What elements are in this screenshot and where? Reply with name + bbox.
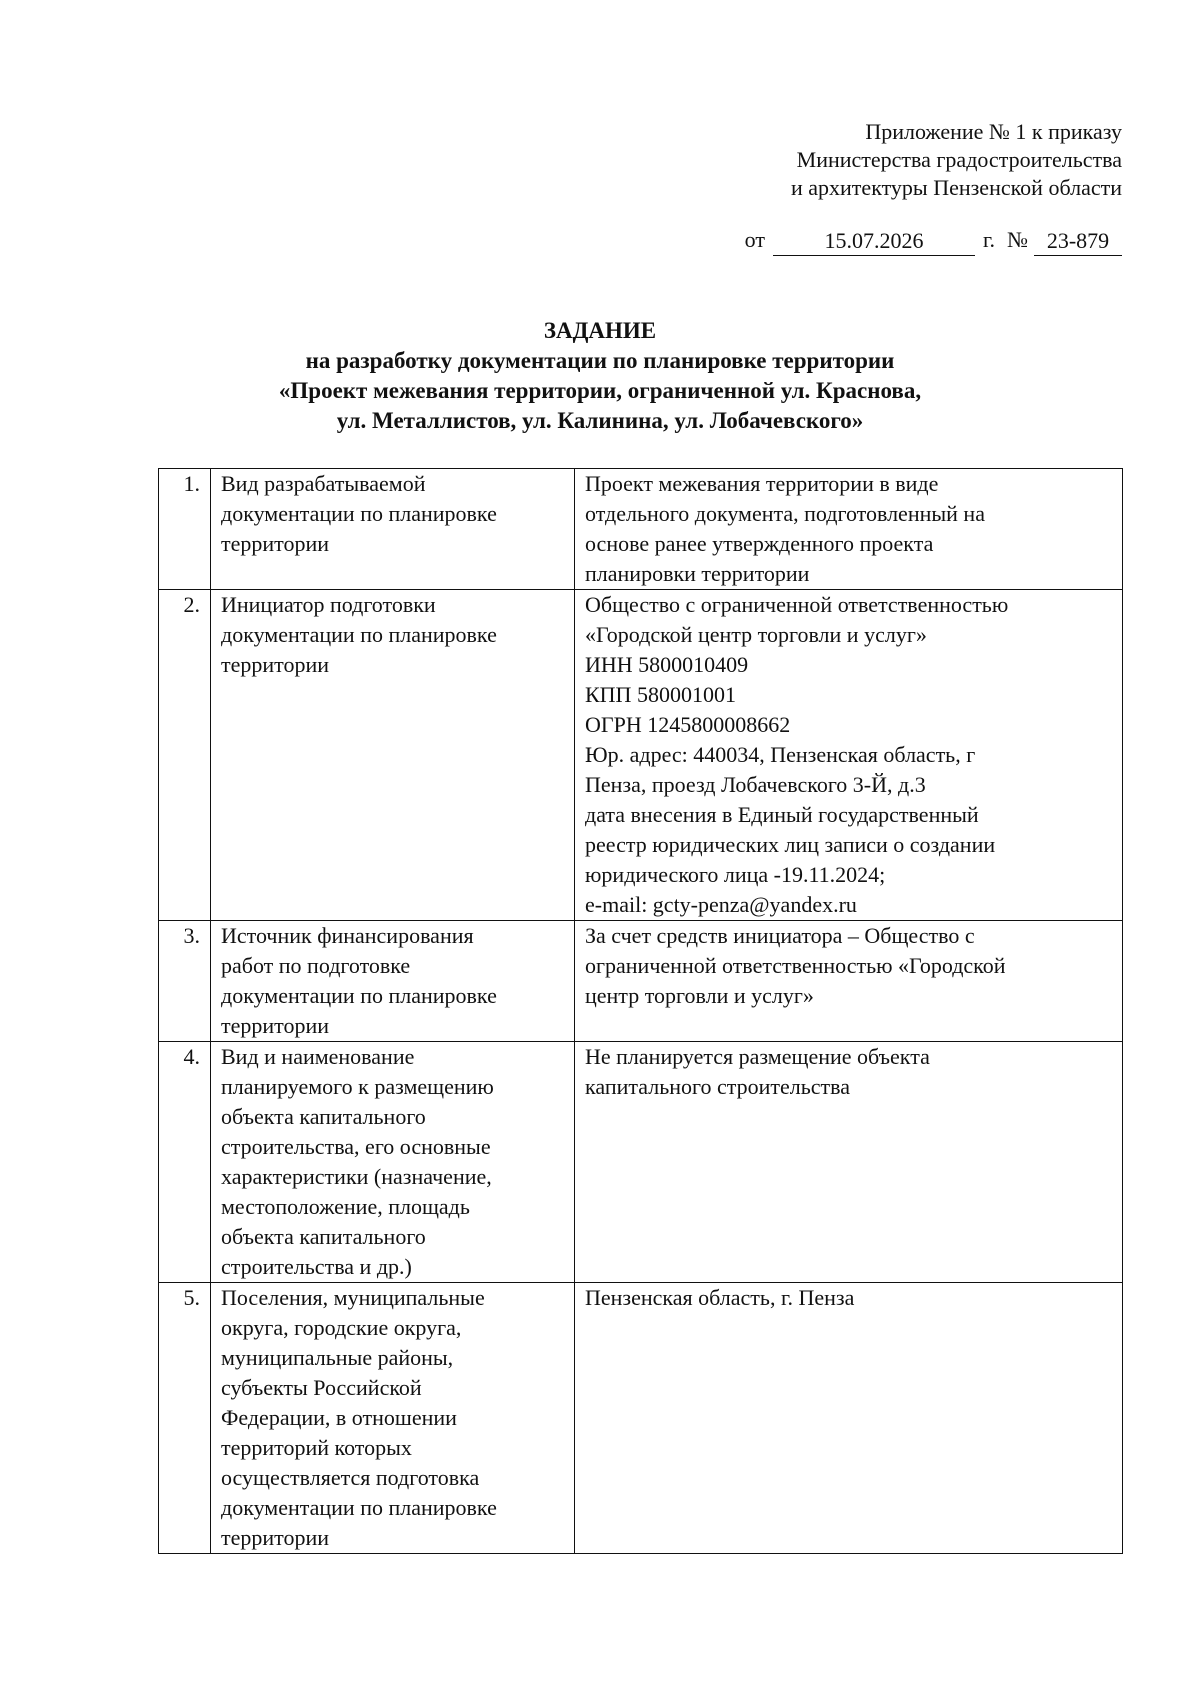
row-label (211, 590, 575, 921)
label-line: местоположение, площадь (221, 1194, 470, 1219)
value-line: основе ранее утвержденного проекта (585, 531, 934, 556)
label-line: объекта капитального (221, 1104, 426, 1129)
row-value (575, 1283, 1123, 1554)
label-line: объекта капитального (221, 1224, 426, 1249)
label-line: характеристики (назначение, (221, 1164, 492, 1189)
appendix-header (791, 118, 1122, 202)
label-line: планируемого к размещению (221, 1074, 494, 1099)
table-row (159, 921, 1123, 1042)
row-number: 1. (159, 469, 211, 590)
label-line: работ по подготовке (221, 953, 411, 978)
label-line: строительства и др.) (221, 1254, 412, 1279)
value-line: e-mail: gcty-penza@yandex.ru (585, 892, 857, 917)
appendix-line: и архитектуры Пензенской области (791, 175, 1122, 200)
label-line: округа, городские округа, (221, 1315, 462, 1340)
order-date: 15.07.2026 (773, 227, 975, 256)
order-reference (745, 226, 1122, 256)
value-line: ИНН 5800010409 (585, 652, 749, 677)
order-year-label: г. (982, 227, 995, 252)
label-line: строительства, его основные (221, 1134, 491, 1159)
label-line: Источник финансирования (221, 923, 474, 948)
row-label (211, 921, 575, 1042)
table-row (159, 469, 1123, 590)
value-line: Общество с ограниченной ответственностью (585, 592, 1009, 617)
value-line: Пенза, проезд Лобачевского 3-Й, д.3 (585, 772, 926, 797)
row-value (575, 469, 1123, 590)
value-line: дата внесения в Единый государственный (585, 802, 979, 827)
label-line: субъекты Российской (221, 1375, 422, 1400)
row-value (575, 921, 1123, 1042)
label-line: территории (221, 1525, 330, 1550)
row-number: 4. (159, 1042, 211, 1283)
value-line: капитального строительства (585, 1074, 851, 1099)
label-line: документации по планировке (221, 501, 497, 526)
title-line: ул. Металлистов, ул. Калинина, ул. Лобачевского» (336, 408, 864, 433)
row-label (211, 1283, 575, 1554)
row-label (211, 1042, 575, 1283)
label-line: Поселения, муниципальные (221, 1285, 485, 1310)
label-line: территорий которых (221, 1435, 412, 1460)
label-line: документации по планировке (221, 983, 497, 1008)
row-number: 5. (159, 1283, 211, 1554)
table-row (159, 590, 1123, 921)
label-line: Инициатор подготовки (221, 592, 436, 617)
value-line: Не планируется размещение объекта (585, 1044, 930, 1069)
title-line: на разработку документации по планировке территории (305, 348, 895, 373)
label-line: осуществляется подготовка (221, 1465, 480, 1490)
value-line: Пензенская область, г. Пенза (585, 1285, 855, 1310)
value-line: реестр юридических лиц записи о создании (585, 832, 996, 857)
order-from-label: от (744, 227, 765, 252)
label-line: Вид разрабатываемой (221, 471, 426, 496)
label-line: территории (221, 1013, 330, 1038)
appendix-line: Министерства градостроительства (796, 147, 1122, 172)
label-line: муниципальные районы, (221, 1345, 454, 1370)
task-table (158, 468, 1123, 1554)
label-line: Федерации, в отношении (221, 1405, 457, 1430)
value-line: КПП 580001001 (585, 682, 736, 707)
label-line: документации по планировке (221, 1495, 497, 1520)
value-line: За счет средств инициатора – Общество с (585, 923, 975, 948)
table-row (159, 1042, 1123, 1283)
value-line: «Городской центр торговли и услуг» (585, 622, 927, 647)
label-line: территории (221, 531, 330, 556)
row-number: 2. (159, 590, 211, 921)
row-value (575, 590, 1123, 921)
table-row (159, 1283, 1123, 1554)
order-number: 23-879 (1034, 227, 1122, 256)
value-line: ограниченной ответственностью «Городской (585, 953, 1006, 978)
value-line: отдельного документа, подготовленный на (585, 501, 985, 526)
value-line: Проект межевания территории в виде (585, 471, 939, 496)
title-line: «Проект межевания территории, ограниченной ул. Краснова, (278, 378, 922, 403)
title-heading: ЗАДАНИЕ (543, 318, 657, 343)
appendix-line: Приложение № 1 к приказу (865, 119, 1122, 144)
value-line: юридического лица -19.11.2024; (585, 862, 886, 887)
order-number-label: № (1007, 227, 1028, 252)
row-label (211, 469, 575, 590)
row-value (575, 1042, 1123, 1283)
label-line: территории (221, 652, 330, 677)
document-title (0, 316, 1200, 436)
label-line: Вид и наименование (221, 1044, 415, 1069)
task-table-body (159, 469, 1123, 1554)
label-line: документации по планировке (221, 622, 497, 647)
value-line: планировки территории (585, 561, 810, 586)
value-line: центр торговли и услуг» (585, 983, 814, 1008)
row-number: 3. (159, 921, 211, 1042)
value-line: Юр. адрес: 440034, Пензенская область, г (585, 742, 976, 767)
value-line: ОГРН 1245800008662 (585, 712, 791, 737)
